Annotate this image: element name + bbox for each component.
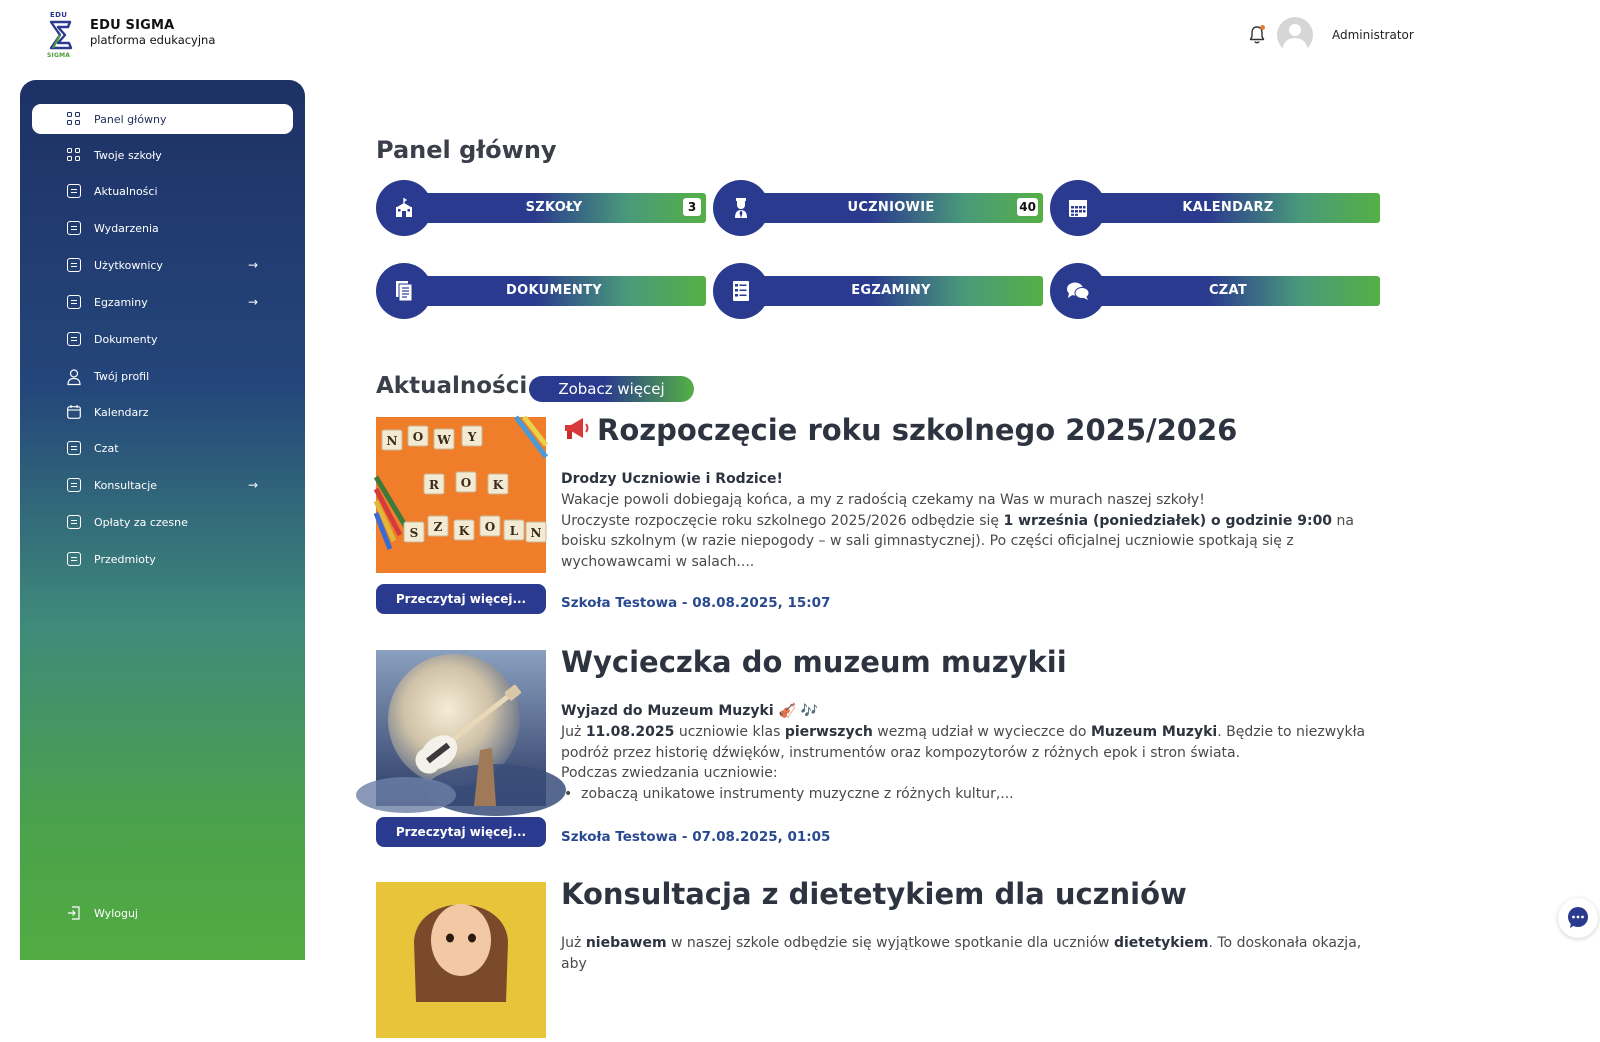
chat-icon: [1050, 263, 1106, 319]
tile-label: SZKOŁY: [525, 200, 583, 215]
sidebar-item-kalendarz[interactable]: [32, 397, 293, 427]
sidebar-item-label: Przedmioty: [94, 552, 156, 566]
sidebar-item-label: Opłaty za czesne: [94, 515, 188, 529]
tile-czat[interactable]: [1050, 263, 1380, 319]
tile-label: EGZAMINY: [851, 283, 931, 298]
document-icon: [67, 184, 81, 198]
user-name[interactable]: Administrator: [1332, 28, 1414, 42]
news-lead: Drodzy Uczniowie i Rodzice!: [561, 471, 783, 487]
news-lead: Wyjazd do Muzeum Muzyki 🎻 🎶: [561, 703, 819, 719]
letter-tile-text: K: [458, 524, 470, 538]
calendar-icon: [67, 405, 81, 419]
sidebar-item-konsultacje[interactable]: [32, 470, 293, 500]
exam-icon: [713, 263, 769, 319]
student-icon: [713, 180, 769, 236]
letter-tile-text: N: [530, 526, 542, 540]
letter-tile-text: O: [412, 430, 424, 444]
grid-icon: [67, 148, 81, 162]
sidebar-item-label: Wydarzenia: [94, 221, 159, 235]
document-icon: [67, 515, 81, 529]
sidebar-item-label: Użytkownicy: [94, 258, 163, 272]
letter-tile-text: K: [492, 478, 504, 492]
logout-icon: [67, 906, 81, 920]
notification-dot: [1260, 25, 1265, 30]
sidebar-item-oplaty-za-czesne[interactable]: [32, 507, 293, 537]
see-more-button[interactable]: Zobacz więcej: [529, 376, 694, 402]
arrow-right-icon: →: [247, 295, 258, 309]
tile-label: KALENDARZ: [1182, 200, 1274, 215]
document-icon: [67, 478, 81, 492]
news-line: Uroczyste rozpoczęcie roku szkolnego 2025/2026 odbędzie się 1 września (poniedziałek) o godzinie 9:00 na boisku szkolnym (w razie niepogody – w sali gimnastycznej). Po części oficjalnej uczniowie spotkają się z wychowawcami w salach....: [561, 512, 1354, 571]
sidebar-item-label: Egzaminy: [94, 295, 148, 309]
sidebar-item-egzaminy[interactable]: [32, 287, 293, 317]
news-title[interactable]: Konsultacja z dietetykiem dla uczniów: [561, 877, 1187, 911]
grid-icon: [67, 112, 81, 126]
logo-badge-bottom: SIGMA: [47, 52, 71, 59]
letter-tile-text: N: [386, 434, 398, 448]
tile-kalendarz[interactable]: [1050, 180, 1380, 236]
sidebar-item-dokumenty[interactable]: [32, 324, 293, 354]
arrow-right-icon: →: [247, 478, 258, 492]
avatar[interactable]: [1277, 17, 1313, 53]
tile-count-badge: 40: [1019, 200, 1036, 214]
document-icon: [67, 221, 81, 235]
letter-tile-text: S: [409, 526, 419, 540]
news-title-text: Rozpoczęcie roku szkolnego 2025/2026: [597, 413, 1238, 447]
news-title[interactable]: [561, 413, 1237, 447]
news-line: Wakacje powoli dobiegają końca, a my z radością czekamy na Was w murach naszej szkoły!: [561, 491, 1205, 508]
tile-label: UCZNIOWIE: [847, 200, 935, 215]
news-excerpt: [561, 933, 1381, 975]
letter-tile-text: W: [437, 433, 451, 447]
document-icon: [67, 552, 81, 566]
letter-tile-text: Y: [467, 430, 477, 444]
read-more-button[interactable]: Przeczytaj więcej...: [376, 584, 546, 614]
document-icon: [67, 258, 81, 272]
news-image-dietitian[interactable]: [376, 882, 546, 1038]
sidebar-item-label: Dokumenty: [94, 332, 158, 346]
sidebar-item-wydarzenia[interactable]: [32, 213, 293, 243]
sidebar-item-label: Panel główny: [94, 112, 167, 126]
logout-button[interactable]: [32, 898, 293, 928]
user-icon: [67, 369, 81, 383]
brand-logo[interactable]: [46, 11, 215, 59]
tile-count-badge: 3: [683, 198, 701, 216]
news-line: Podczas zwiedzania uczniowie:: [561, 765, 778, 782]
tile-dokumenty[interactable]: [376, 263, 706, 319]
sidebar-item-twoj-profil[interactable]: [32, 361, 293, 391]
news-paragraph: Już niebawem w naszej szkole odbędzie się wyjątkowe spotkanie dla uczniów dietetykiem. To doskonała okazja, aby: [561, 935, 1362, 972]
letter-tile-text: O: [460, 476, 472, 490]
school-icon: [376, 180, 432, 236]
sidebar-item-label: Aktualności: [94, 184, 158, 198]
sidebar-item-label: Czat: [94, 441, 119, 455]
sidebar-item-uzytkownicy[interactable]: [32, 250, 293, 280]
sidebar-item-przedmioty[interactable]: [32, 544, 293, 574]
news-title[interactable]: Wycieczka do muzeum muzykii: [561, 645, 1067, 679]
page-title: Panel główny: [376, 136, 557, 164]
letter-tile-text: Z: [433, 520, 443, 534]
brand-title: EDU SIGMA: [90, 18, 175, 33]
sidebar-item-czat[interactable]: [32, 433, 293, 463]
tile-egzaminy[interactable]: [713, 263, 1043, 319]
sidebar-item-aktualnosci[interactable]: [32, 176, 293, 206]
letter-tile-text: L: [509, 524, 519, 538]
sidebar-item-label: Kalendarz: [94, 405, 149, 419]
bell-icon[interactable]: [1246, 24, 1268, 46]
logo-badge-top: EDU: [50, 11, 68, 19]
sidebar-item-label: Twój profil: [94, 369, 150, 383]
sidebar-item-label: Twoje szkoły: [94, 148, 162, 162]
tile-uczniowie[interactable]: [713, 180, 1043, 236]
letter-tile-text: O: [484, 520, 496, 534]
news-image-school-year[interactable]: [376, 417, 546, 573]
news-paragraph: Już 11.08.2025 uczniowie klas pierwszych wezmą udział w wycieczce do Muzeum Muzyki. Będzie to niezwykła podróż przez historię dźwięków, instrumentów oraz kompozytorów z różnych epok i stron świata.: [561, 723, 1366, 761]
news-excerpt: [561, 701, 1381, 805]
brand-subtitle: platforma edukacyjna: [90, 33, 216, 47]
calendar-icon: [1050, 180, 1106, 236]
read-more-button[interactable]: Przeczytaj więcej...: [376, 817, 546, 847]
document-icon: [67, 295, 81, 309]
sigma-logo-icon: [46, 11, 76, 59]
chat-fab-button[interactable]: [1558, 898, 1598, 938]
document-icon: [67, 441, 81, 455]
news-excerpt: [561, 469, 1381, 573]
logout-label: Wyloguj: [94, 906, 138, 920]
sidebar-item-twoje-szkoly[interactable]: [32, 140, 293, 170]
news-meta: Szkoła Testowa - 07.08.2025, 01:05: [561, 829, 831, 845]
megaphone-icon: [561, 416, 591, 442]
arrow-right-icon: →: [247, 258, 258, 272]
user-menu: [1246, 17, 1414, 53]
document-icon: [67, 332, 81, 346]
sidebar: [20, 80, 305, 960]
news-section-title: Aktualności: [376, 373, 528, 399]
sidebar-item-panel-glowny[interactable]: [32, 104, 293, 134]
news-image-museum[interactable]: [376, 650, 546, 806]
chat-bubble-icon: [1566, 906, 1590, 930]
news-meta: Szkoła Testowa - 08.08.2025, 15:07: [561, 595, 831, 611]
tile-label: CZAT: [1208, 283, 1248, 298]
tile-szkoly[interactable]: [376, 180, 706, 236]
documents-icon: [376, 263, 432, 319]
news-bullet: • zobaczą unikatowe instrumenty muzyczne z różnych kultur,...: [564, 786, 1014, 803]
sidebar-item-label: Konsultacje: [94, 478, 158, 492]
tile-label: DOKUMENTY: [506, 283, 602, 298]
letter-tile-text: R: [429, 478, 439, 492]
